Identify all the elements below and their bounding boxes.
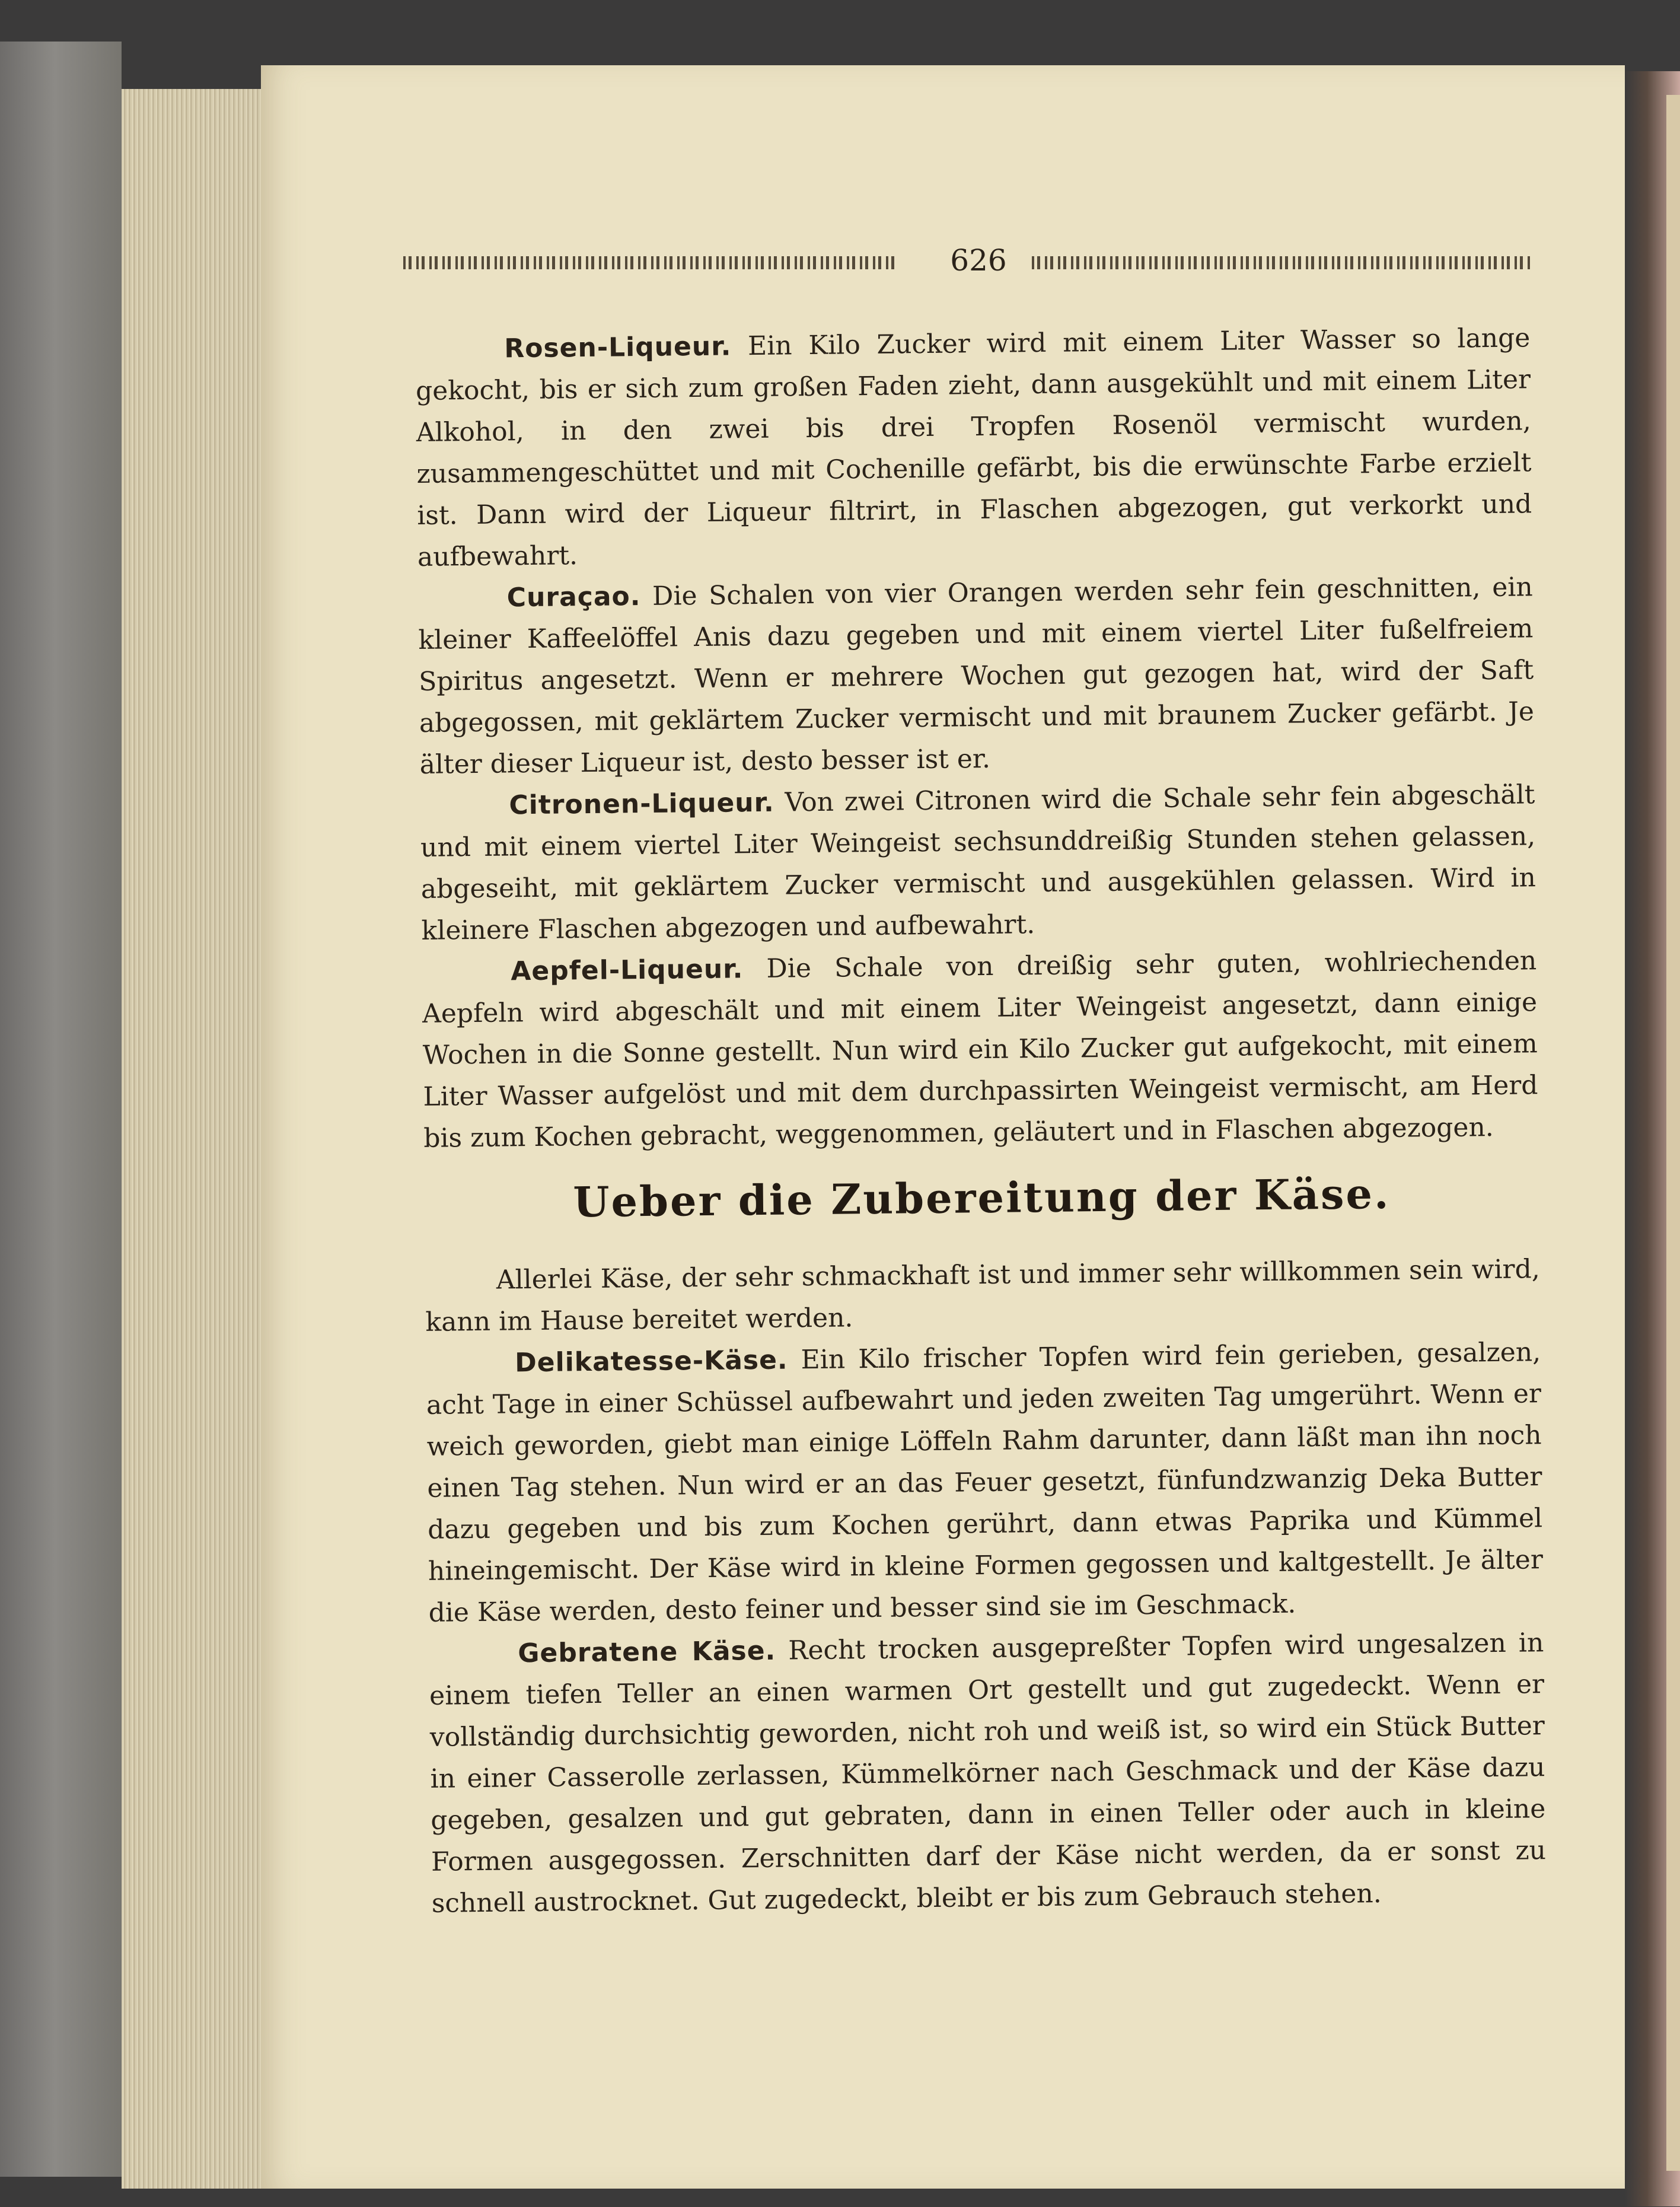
page-number: 626 [950, 243, 1007, 278]
recipe-text: Die Schalen von vier Orangen werden sehr fein geschnitten, ein kleiner Kaffeelöffel Anis dazu gegeben und mit einem viertel Liter fußelfreiem Spiritus angesetzt. Wenn er mehrere Wochen gut gezogen hat, wird der Saft abgegossen, mit geklärtem Zucker vermischt und mit braunem Zucker gefärbt. Je älter dieser Liqueur ist, desto besser ist er. [418, 572, 1535, 780]
recipe-text: Recht trocken ausgepreßter Topfen wird ungesalzen in einem tiefen Teller an einen warmen Ort gestellt und gut zugedeckt. Wenn er vollständig durchsichtig geworden, nicht roh und weiß ist, so wird ein Stück Butter in einer Casserolle zerlassen, Kümmelkörner nach Geschmack und der Käse dazu gegeben, gesalzen und gut gebraten, dann in einen Teller oder auch in kleine Formen ausgegossen. Zerschnitten darf der Käse nicht werden, da er sonst zu schnell austrocknet. Gut zugedeckt, bleibt er bis zum Gebrauch stehen. [429, 1628, 1547, 1919]
recipe-delikatesse-kaese [426, 1332, 1544, 1634]
page-edges [122, 89, 270, 2189]
recipe-heading: Delikatesse-Käse. [514, 1345, 788, 1378]
chapter-title: Ueber die Zubereitung der Käse. [573, 1168, 1391, 1227]
recipe-gebratene-kaese [429, 1622, 1547, 1925]
recipe-heading: Citronen-Liqueur. [509, 787, 775, 821]
recipe-citronen-liqueur [420, 774, 1536, 952]
ornament-left [403, 256, 895, 269]
page-content [415, 317, 1547, 1925]
chapter-intro: Allerlei Käse, der sehr schmackhaft ist und immer sehr willkommen sein wird, kann im Hause bereitet werden. [425, 1254, 1540, 1337]
recipe-heading: Rosen-Liqueur. [504, 331, 732, 364]
next-page-edge [1625, 71, 1680, 2206]
recipe-heading: Aepfel-Liqueur. [511, 954, 744, 987]
recipe-text: Von zwei Citronen wird die Schale sehr fein abgeschält und mit einem viertel Liter Weingeist sechsunddreißig Stunden stehen gelassen, abgeseiht, mit geklärtem Zucker vermischt und ausgekühlen gelassen. Wird in kleinere Flaschen abgezogen und aufbewahrt. [420, 779, 1536, 946]
recipe-aepfel-liqueur [422, 940, 1539, 1160]
recipe-heading: Curaçao. [506, 581, 641, 613]
page-header [403, 243, 1530, 285]
recipe-text: Die Schale von dreißig sehr guten, wohlriechenden Aepfeln wird abgeschält und mit einem Liter Weingeist angesetzt, dann einige Wochen in die Sonne gestellt. Nun wird ein Kilo Zucker gut aufgekocht, mit einem Liter Wasser aufgelöst und mit dem durchpassirten Weingeist vermischt, am Herd bis zum Kochen gebracht, weggenommen, geläutert und in Flaschen abgezogen. [422, 945, 1538, 1154]
recipe-text: Ein Kilo Zucker wird mit einem Liter Wasser so lange gekocht, bis er sich zum großen Faden zieht, dann ausgekühlt und mit einem Liter Alkohol, in den zwei bis drei Tropfen Rosenöl vermischt wurden, zusammengeschüttet und mit Cochenille gefärbt, bis die erwünschte Farbe erzielt ist. Dann wird der Liqueur filtrirt, in Flaschen abgezogen, gut verkorkt und aufbewahrt. [415, 323, 1532, 572]
recipe-curacao [417, 566, 1535, 786]
recipe-text: Ein Kilo frischer Topfen wird fein gerieben, gesalzen, acht Tage in einer Schüssel aufbewahrt und jeden zweiten Tag umgerührt. Wenn er weich geworden, giebt man einige Löffeln Rahm darunter, dann läßt man ihn noch einen Tag stehen. Nun wird er an das Feuer gesetzt, fünfundzwanzig Deka Butter dazu gegeben und bis zum Kochen gerührt, dann etwas Paprika und Kümmel hineingemischt. Der Käse wird in kleine Formen gegossen und kaltgestellt. Je älter die Käse werden, desto feiner und besser sind sie im Geschmack. [426, 1337, 1544, 1628]
book-cover [0, 42, 122, 2177]
recipe-heading: Gebratene Käse. [518, 1635, 776, 1669]
recipe-rosen-liqueur [415, 317, 1532, 578]
ornament-right [1032, 256, 1530, 269]
